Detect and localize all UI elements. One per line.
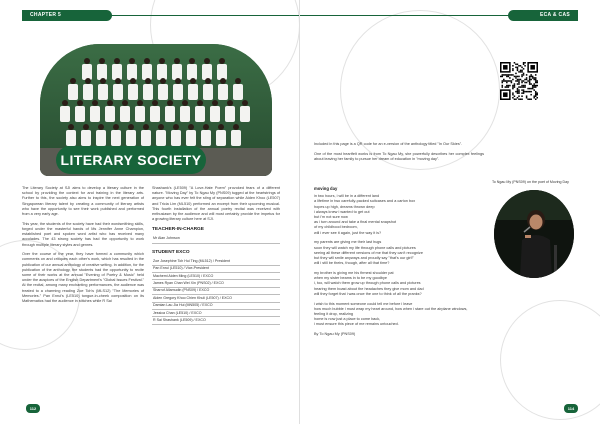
- page-number-right: 114: [564, 404, 578, 413]
- photo-caption: To Ngau My (PNS09) on the poet of Moving Day: [492, 180, 569, 184]
- body-column-1: [22, 186, 144, 309]
- page-number-left: 112: [26, 404, 40, 413]
- student-figure: [111, 124, 121, 146]
- student-figure: [188, 78, 198, 100]
- student-figure: [187, 58, 197, 80]
- student-figure: [120, 100, 130, 122]
- student-figure: [225, 100, 235, 122]
- student-figure: [135, 100, 145, 122]
- student-figure: [165, 100, 175, 122]
- student-figure: [68, 78, 78, 100]
- paragraph: Shashank's (LE509) "A Love-Hate Poem" provoked fears of a different nature. "Moving Day" by To Ngau My (PNS09) tugged at the heartstrings of anyone who has ever felt the sting of separation while Aiden Khoo (LE507) and Tricia Lim (ML510) performed an excerpt from their upcoming musical. This fourth installation of the annual poetry recital was received with enthusiasm by the audience and will most certainly provide the impetus for a growing literary culture here at SJI.: [152, 186, 280, 222]
- student-figure: [172, 58, 182, 80]
- student-figure: [75, 100, 85, 122]
- section-title: LITERARY SOCIETY: [56, 146, 206, 174]
- poem-stanza: my brother is giving me his firmest shoulder pat when my sister beams in to be my goodbye i, too, will watch them grow up through phone calls and pictures hearing them boast about the headaches they give mom and dad will they forget that i was once the one to think of all the pranks?: [314, 271, 424, 296]
- student-figure: [143, 78, 153, 100]
- poem-stanza: i wish to this moment someone could tell me before i leave how much bubble i must wrap my heart around, how when i stare out the airplane windows, feeling it drop, realizing home is now just a place to come back, i must ensure this piece of me remains untouched.: [314, 301, 468, 327]
- student-figure: [218, 78, 228, 100]
- student-figure: [128, 78, 138, 100]
- poem: [314, 186, 479, 337]
- student-figure: [202, 58, 212, 80]
- exco-row: Jessica Chan (LE510) / EXCO: [152, 309, 280, 316]
- paragraph: Included in this page is a QR code for an e-version of the anthology titled "In Our Skies".: [314, 142, 463, 146]
- poem-stanza: my parents are giving me their last hugs soon they will watch my life through phone calls and pictures seeing all these different versions of me that they can't recognize but they will smile anyways and proudly say "that's our girl!" will i still be theirs, though, after all that time?: [314, 240, 423, 266]
- poem-title: moving day: [314, 186, 338, 191]
- student-figure: [217, 58, 227, 80]
- student-figure: [141, 124, 151, 146]
- poem-byline: By To Ngau My (PNS09): [314, 332, 356, 337]
- student-figure: [156, 124, 166, 146]
- student-figure: [210, 100, 220, 122]
- exco-row: Machemi Aiden Ming (LE510) / EXCO: [152, 273, 280, 280]
- exco-table: [152, 258, 280, 325]
- decorative-circle: [500, 300, 600, 420]
- exco-row: Damian Lau Jia Hui (MN505) / EXCO: [152, 302, 280, 309]
- paragraph: The Literary Society at SJI aims to develop a literary culture in the school by providing the context for and training in the literary arts. Further to this, the society also aims to inspire the next generation of Singaporean literary talent by creating a community of literary artists who have the opportunity to see their work published and performed from a very early age.: [22, 186, 144, 217]
- student-figure: [97, 58, 107, 80]
- exco-heading: STUDENT EXCO: [152, 249, 190, 255]
- student-figure: [112, 58, 122, 80]
- exco-row: Zoe Josephine Toh Hui Ting (ML512) / President: [152, 258, 280, 265]
- student-figure: [126, 124, 136, 146]
- header-rule: [300, 15, 510, 16]
- student-figure: [90, 100, 100, 122]
- teacher-name: Mr Alan Johnson: [152, 236, 280, 243]
- paragraph: This year, the students of the society have had their wordsmithing skills, forged under the masterful hands of Ms Jennifer Anne Champion, established poet and spoken word artist who has received many accolades. The 43 strong society has had the opportunity to work through multiple literary styles and genres.: [22, 221, 144, 247]
- student-figure: [98, 78, 108, 100]
- student-figure: [96, 124, 106, 146]
- student-figure: [82, 58, 92, 80]
- exco-row: R Sai Shashank (LE509) / EXCO: [152, 317, 280, 324]
- student-figure: [233, 78, 243, 100]
- student-figure: [60, 100, 70, 122]
- student-figure: [157, 58, 167, 80]
- teacher-table: [152, 236, 280, 244]
- student-figure: [150, 100, 160, 122]
- intro-text: [314, 142, 484, 167]
- student-figure: [216, 124, 226, 146]
- student-figure: [231, 124, 241, 146]
- exco-row: Sharruf Allamudin (PNS09) / EXCO: [152, 287, 280, 294]
- student-figure: [81, 124, 91, 146]
- exco-row: Pan Enrui (LE510) / Vice-President: [152, 265, 280, 272]
- paragraph: Over the course of the year, they have formed a community which comments on and critiques each other's work, which has resulted in the publication of our annual anthology of creative writing. In addition, for the publication of the anthology, the students had the opportunity to recite some of their works at the annual "Evening of Poetry & Music" held under the auspices of the English Department's "Global Issues Festival." At the recital, among many enchanting performances, the audience was treated to a charming reading Zoe Toh's (MLS12) "The Memories of Memories." Pan Enrui's (LE510) tongue-in-cheek composition on its Mathematics had the audience in stitches while R Sai: [22, 252, 144, 304]
- poem-stanza: in two hours, i will be in a different land a lifetime in two carefully-packed suitcases and a carton box hopes up high, dreams thrown deep i always knew i wanted to get out but i'm not sure now as i turn around and take a final mental snapshot of my childhood bedroom, will i ever see it again, just the way it is?: [314, 194, 416, 235]
- student-figure: [127, 58, 137, 80]
- paragraph: One of the most heartfelt works is from To Ngau My, she powerfully describes her complex feelings about leaving her family to pursue her dream of education in "moving day".: [314, 151, 484, 161]
- student-figure: [186, 124, 196, 146]
- student-figure: [240, 100, 250, 122]
- teacher-heading: TEACHER-IN-CHARGE: [152, 227, 204, 233]
- student-figure: [105, 100, 115, 122]
- student-figure: [173, 78, 183, 100]
- exco-row: Aiden Gregory Khoo Chien Khuli (LE507) / EXCO: [152, 295, 280, 302]
- qr-code[interactable]: [500, 62, 538, 100]
- performer-photo: [494, 190, 574, 278]
- right-page: [300, 0, 600, 424]
- chapter-tab: CHAPTER 5: [22, 10, 112, 21]
- header-rule: [100, 15, 300, 16]
- student-figure: [158, 78, 168, 100]
- student-figure: [66, 124, 76, 146]
- exco-row: James Ryan Chan Wei Xin (PNS02) / EXCO: [152, 280, 280, 287]
- student-figure: [195, 100, 205, 122]
- student-figure: [83, 78, 93, 100]
- body-column-2: [152, 186, 280, 325]
- student-figure: [171, 124, 181, 146]
- student-figure: [203, 78, 213, 100]
- student-figure: [113, 78, 123, 100]
- student-figure: [142, 58, 152, 80]
- student-figure: [180, 100, 190, 122]
- section-tab: ECA & CAS: [508, 10, 578, 21]
- student-figure: [201, 124, 211, 146]
